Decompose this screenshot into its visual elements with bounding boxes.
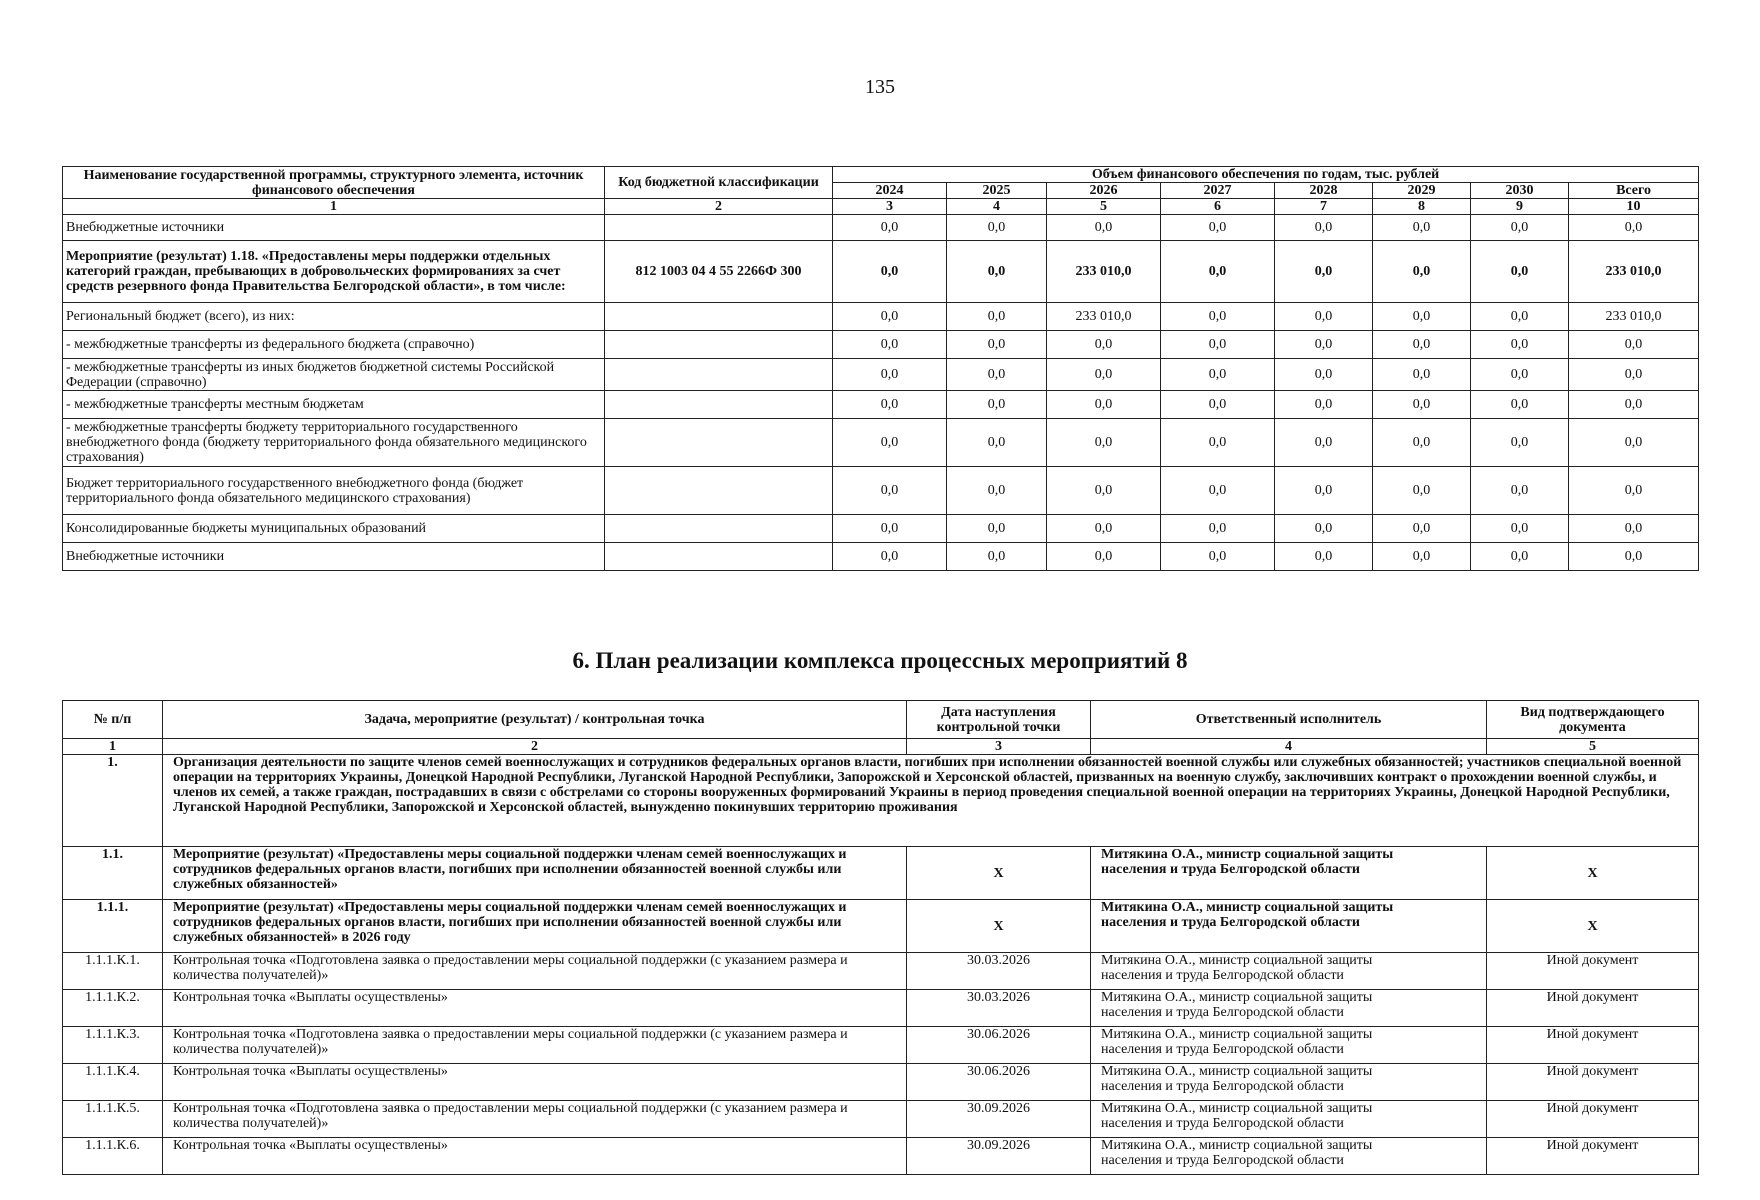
row-value: 0,0 — [1471, 303, 1569, 331]
row-value: 0,0 — [1471, 241, 1569, 303]
row-value: 0,0 — [1161, 303, 1275, 331]
row-value: 0,0 — [947, 543, 1047, 571]
row-value: 0,0 — [1569, 543, 1699, 571]
row-responsible: Митякина О.А., министр социальной защиты населения и труда Белгородской области — [1091, 1064, 1487, 1101]
row-value: 0,0 — [947, 241, 1047, 303]
row-document: Иной документ — [1487, 1027, 1699, 1064]
table-row — [63, 391, 1699, 419]
table-row — [63, 241, 1699, 303]
row-value: 0,0 — [833, 303, 947, 331]
row-value: 0,0 — [1569, 419, 1699, 467]
row-name: Мероприятие (результат) 1.18. «Предоставлены меры поддержки отдельных категорий граждан, пребывающих в добровольческих формированиях за счет средств резервного фонда Правительства Белгородской области», в том числе: — [63, 241, 605, 303]
row-name: - межбюджетные трансферты из иных бюджетов бюджетной системы Российской Федерации (справочно) — [63, 359, 605, 391]
row-date: X — [907, 847, 1091, 900]
row-date: 30.09.2026 — [907, 1138, 1091, 1175]
row-task: Контрольная точка «Выплаты осуществлены» — [163, 990, 907, 1027]
row-value: 0,0 — [1047, 359, 1161, 391]
row-value: 0,0 — [1275, 331, 1373, 359]
row-value: 0,0 — [833, 467, 947, 515]
row-code: 812 1003 04 4 55 2266Ф 300 — [605, 241, 833, 303]
year-header: 2027 — [1161, 183, 1275, 199]
plan-table — [62, 700, 1699, 1175]
table-row — [63, 331, 1699, 359]
row-value: 0,0 — [1161, 467, 1275, 515]
column-number: 8 — [1373, 199, 1471, 215]
row-code — [605, 419, 833, 467]
page-number: 135 — [865, 76, 895, 98]
row-code — [605, 331, 833, 359]
row-number: 1.1.1.К.2. — [63, 990, 163, 1027]
header-volume: Объем финансового обеспечения по годам, тыс. рублей — [833, 167, 1699, 183]
row-value: 0,0 — [1161, 515, 1275, 543]
row-value: 0,0 — [1471, 467, 1569, 515]
row-task: Контрольная точка «Выплаты осуществлены» — [163, 1138, 907, 1175]
row-value: 0,0 — [833, 359, 947, 391]
header-task: Задача, мероприятие (результат) / контрольная точка — [163, 701, 907, 739]
row-document: Иной документ — [1487, 953, 1699, 990]
row-task: Контрольная точка «Подготовлена заявка о предоставлении меры социальной поддержки (с указанием размера и количества получателей)» — [163, 953, 907, 990]
task-text: Организация деятельности по защите членов семей военнослужащих и сотрудников федеральных органов власти, погибших при исполнении обязанностей военной службы или служебных обязанностей; участников специальной военной операции на территориях Украины, Донецкой Народной Республики, Луганской Народной Республики, Запорожской и Херсонской областей, призванных на военную службу, заключивших контракт о прохождении военной службы, и членов их семей, а также граждан, пострадавших в связи с обстрелами со стороны вооруженных формирований Украины в период проведения специальной военной операции на территориях Украины, Донецкой Народной Республики, Луганской Народной Республики, Запорожской и Херсонской областей, вынужденно покинувших территорию проживания — [163, 755, 1699, 847]
row-value: 0,0 — [833, 419, 947, 467]
row-value: 0,0 — [1373, 515, 1471, 543]
row-value: 0,0 — [1471, 331, 1569, 359]
row-responsible: Митякина О.А., министр социальной защиты населения и труда Белгородской области — [1091, 1101, 1487, 1138]
row-value: 0,0 — [1161, 331, 1275, 359]
year-header: Всего — [1569, 183, 1699, 199]
row-value: 0,0 — [1275, 419, 1373, 467]
row-number: 1.1.1.К.1. — [63, 953, 163, 990]
column-number: 7 — [1275, 199, 1373, 215]
financing-table — [62, 166, 1699, 571]
row-value: 0,0 — [1275, 543, 1373, 571]
row-value: 0,0 — [1275, 303, 1373, 331]
row-value: 0,0 — [1471, 543, 1569, 571]
row-value: 0,0 — [1471, 419, 1569, 467]
row-value: 0,0 — [1161, 543, 1275, 571]
header-doc: Вид подтверждающего документа — [1487, 701, 1699, 739]
row-responsible: Митякина О.А., министр социальной защиты населения и труда Белгородской области — [1091, 990, 1487, 1027]
row-value: 0,0 — [1047, 467, 1161, 515]
table-row — [63, 303, 1699, 331]
row-value: 0,0 — [1569, 467, 1699, 515]
row-value: 0,0 — [1471, 215, 1569, 241]
plan-row — [63, 1064, 1699, 1101]
row-responsible: Митякина О.А., министр социальной защиты населения и труда Белгородской области — [1091, 1138, 1487, 1175]
row-document: Иной документ — [1487, 990, 1699, 1027]
row-code — [605, 543, 833, 571]
row-value: 0,0 — [833, 331, 947, 359]
row-number: 1.1.1.К.6. — [63, 1138, 163, 1175]
row-value: 0,0 — [1373, 331, 1471, 359]
row-number: 1.1.1. — [63, 900, 163, 953]
row-date: X — [907, 900, 1091, 953]
row-value: 0,0 — [1569, 515, 1699, 543]
header-resp: Ответственный исполнитель — [1091, 701, 1487, 739]
row-code — [605, 391, 833, 419]
row-date: 30.03.2026 — [907, 990, 1091, 1027]
column-number: 3 — [907, 739, 1091, 755]
row-code — [605, 359, 833, 391]
column-number: 9 — [1471, 199, 1569, 215]
row-value: 0,0 — [1471, 515, 1569, 543]
year-header: 2028 — [1275, 183, 1373, 199]
column-number: 5 — [1487, 739, 1699, 755]
row-value: 0,0 — [947, 419, 1047, 467]
row-value: 0,0 — [1373, 359, 1471, 391]
row-value: 0,0 — [1471, 359, 1569, 391]
row-name: Консолидированные бюджеты муниципальных образований — [63, 515, 605, 543]
plan-row — [63, 1138, 1699, 1175]
row-value: 0,0 — [1471, 391, 1569, 419]
row-document: Иной документ — [1487, 1138, 1699, 1175]
row-value: 0,0 — [1373, 303, 1471, 331]
row-value: 233 010,0 — [1569, 303, 1699, 331]
row-code — [605, 515, 833, 543]
row-value: 0,0 — [1373, 215, 1471, 241]
header-num: № п/п — [63, 701, 163, 739]
row-value: 0,0 — [1047, 419, 1161, 467]
table-row — [63, 359, 1699, 391]
row-responsible: Митякина О.А., министр социальной защиты населения и труда Белгородской области — [1091, 953, 1487, 990]
row-task: Контрольная точка «Выплаты осуществлены» — [163, 1064, 907, 1101]
column-number: 2 — [163, 739, 907, 755]
row-code — [605, 215, 833, 241]
row-name: Внебюджетные источники — [63, 215, 605, 241]
row-value: 0,0 — [1161, 419, 1275, 467]
row-date: 30.09.2026 — [907, 1101, 1091, 1138]
row-task: Мероприятие (результат) «Предоставлены меры социальной поддержки членам семей военнослужащих и сотрудников федеральных органов власти, погибших при исполнении обязанностей военной службы или служебных обязанностей» в 2026 году — [163, 900, 907, 953]
row-value: 0,0 — [1373, 467, 1471, 515]
column-number: 1 — [63, 199, 605, 215]
table-row — [63, 515, 1699, 543]
plan-row — [63, 1101, 1699, 1138]
row-value: 0,0 — [833, 515, 947, 543]
row-number: 1.1.1.К.5. — [63, 1101, 163, 1138]
row-value: 0,0 — [1275, 515, 1373, 543]
row-value: 0,0 — [1275, 215, 1373, 241]
row-number: 1.1. — [63, 847, 163, 900]
row-document: X — [1487, 847, 1699, 900]
row-value: 233 010,0 — [1047, 303, 1161, 331]
row-document: Иной документ — [1487, 1064, 1699, 1101]
row-value: 0,0 — [947, 331, 1047, 359]
row-value: 0,0 — [1569, 391, 1699, 419]
row-value: 0,0 — [833, 391, 947, 419]
row-date: 30.03.2026 — [907, 953, 1091, 990]
row-value: 0,0 — [947, 467, 1047, 515]
row-value: 0,0 — [1275, 467, 1373, 515]
column-number: 1 — [63, 739, 163, 755]
row-value: 0,0 — [947, 515, 1047, 543]
row-value: 0,0 — [1373, 543, 1471, 571]
year-header: 2026 — [1047, 183, 1161, 199]
task-number: 1. — [63, 755, 163, 847]
plan-row — [63, 847, 1699, 900]
row-value: 0,0 — [947, 391, 1047, 419]
table-row — [63, 215, 1699, 241]
year-header: 2024 — [833, 183, 947, 199]
row-value: 0,0 — [1275, 391, 1373, 419]
row-document: Иной документ — [1487, 1101, 1699, 1138]
header-code: Код бюджетной классификации — [605, 167, 833, 199]
row-name: - межбюджетные трансферты местным бюджетам — [63, 391, 605, 419]
row-value: 0,0 — [1373, 419, 1471, 467]
row-value: 0,0 — [833, 241, 947, 303]
row-responsible: Митякина О.А., министр социальной защиты населения и труда Белгородской области — [1091, 1027, 1487, 1064]
row-task: Контрольная точка «Подготовлена заявка о предоставлении меры социальной поддержки (с указанием размера и количества получателей)» — [163, 1101, 907, 1138]
column-number: 2 — [605, 199, 833, 215]
row-value: 0,0 — [1569, 359, 1699, 391]
column-number: 4 — [947, 199, 1047, 215]
table-row — [63, 467, 1699, 515]
row-value: 0,0 — [1275, 359, 1373, 391]
row-code — [605, 467, 833, 515]
row-date: 30.06.2026 — [907, 1064, 1091, 1101]
header-name: Наименование государственной программы, структурного элемента, источник финансового обеспечения — [63, 167, 605, 199]
row-value: 0,0 — [1373, 241, 1471, 303]
row-responsible: Митякина О.А., министр социальной защиты населения и труда Белгородской области — [1091, 847, 1487, 900]
year-header: 2029 — [1373, 183, 1471, 199]
row-value: 0,0 — [1047, 391, 1161, 419]
row-value: 0,0 — [1161, 359, 1275, 391]
row-value: 0,0 — [947, 303, 1047, 331]
column-number: 3 — [833, 199, 947, 215]
row-value: 0,0 — [1047, 215, 1161, 241]
row-value: 0,0 — [1161, 391, 1275, 419]
row-value: 233 010,0 — [1047, 241, 1161, 303]
row-value: 0,0 — [1161, 215, 1275, 241]
row-task: Мероприятие (результат) «Предоставлены меры социальной поддержки членам семей военнослужащих и сотрудников федеральных органов власти, погибших при исполнении обязанностей военной службы или служебных обязанностей» — [163, 847, 907, 900]
row-name: Региональный бюджет (всего), из них: — [63, 303, 605, 331]
row-document: X — [1487, 900, 1699, 953]
row-value: 0,0 — [947, 359, 1047, 391]
row-value: 0,0 — [833, 543, 947, 571]
table-row — [63, 419, 1699, 467]
plan-row — [63, 1027, 1699, 1064]
plan-row — [63, 953, 1699, 990]
row-value: 0,0 — [1047, 515, 1161, 543]
row-value: 0,0 — [947, 215, 1047, 241]
row-name: Бюджет территориального государственного внебюджетного фонда (бюджет территориального фонда обязательного медицинского страхования) — [63, 467, 605, 515]
plan-row — [63, 900, 1699, 953]
row-value: 0,0 — [1161, 241, 1275, 303]
row-value: 0,0 — [1047, 543, 1161, 571]
row-code — [605, 303, 833, 331]
row-responsible: Митякина О.А., министр социальной защиты населения и труда Белгородской области — [1091, 900, 1487, 953]
section-title: 6. План реализации комплекса процессных мероприятий 8 — [572, 648, 1188, 673]
row-number: 1.1.1.К.4. — [63, 1064, 163, 1101]
column-number: 6 — [1161, 199, 1275, 215]
row-name: - межбюджетные трансферты бюджету территориального государственного внебюджетного фонда (бюджету территориального фонда обязательного медицинского страхования) — [63, 419, 605, 467]
header-date: Дата наступления контрольной точки — [907, 701, 1091, 739]
row-name: - межбюджетные трансферты из федерального бюджета (справочно) — [63, 331, 605, 359]
row-task: Контрольная точка «Подготовлена заявка о предоставлении меры социальной поддержки (с указанием размера и количества получателей)» — [163, 1027, 907, 1064]
row-value: 0,0 — [1569, 331, 1699, 359]
row-value: 0,0 — [1569, 215, 1699, 241]
row-value: 0,0 — [1373, 391, 1471, 419]
row-value: 0,0 — [833, 215, 947, 241]
row-date: 30.06.2026 — [907, 1027, 1091, 1064]
row-number: 1.1.1.К.3. — [63, 1027, 163, 1064]
plan-row — [63, 990, 1699, 1027]
row-value: 233 010,0 — [1569, 241, 1699, 303]
table-row — [63, 543, 1699, 571]
column-number: 10 — [1569, 199, 1699, 215]
column-number: 5 — [1047, 199, 1161, 215]
row-value: 0,0 — [1275, 241, 1373, 303]
row-value: 0,0 — [1047, 331, 1161, 359]
column-number: 4 — [1091, 739, 1487, 755]
year-header: 2030 — [1471, 183, 1569, 199]
year-header: 2025 — [947, 183, 1047, 199]
row-name: Внебюджетные источники — [63, 543, 605, 571]
